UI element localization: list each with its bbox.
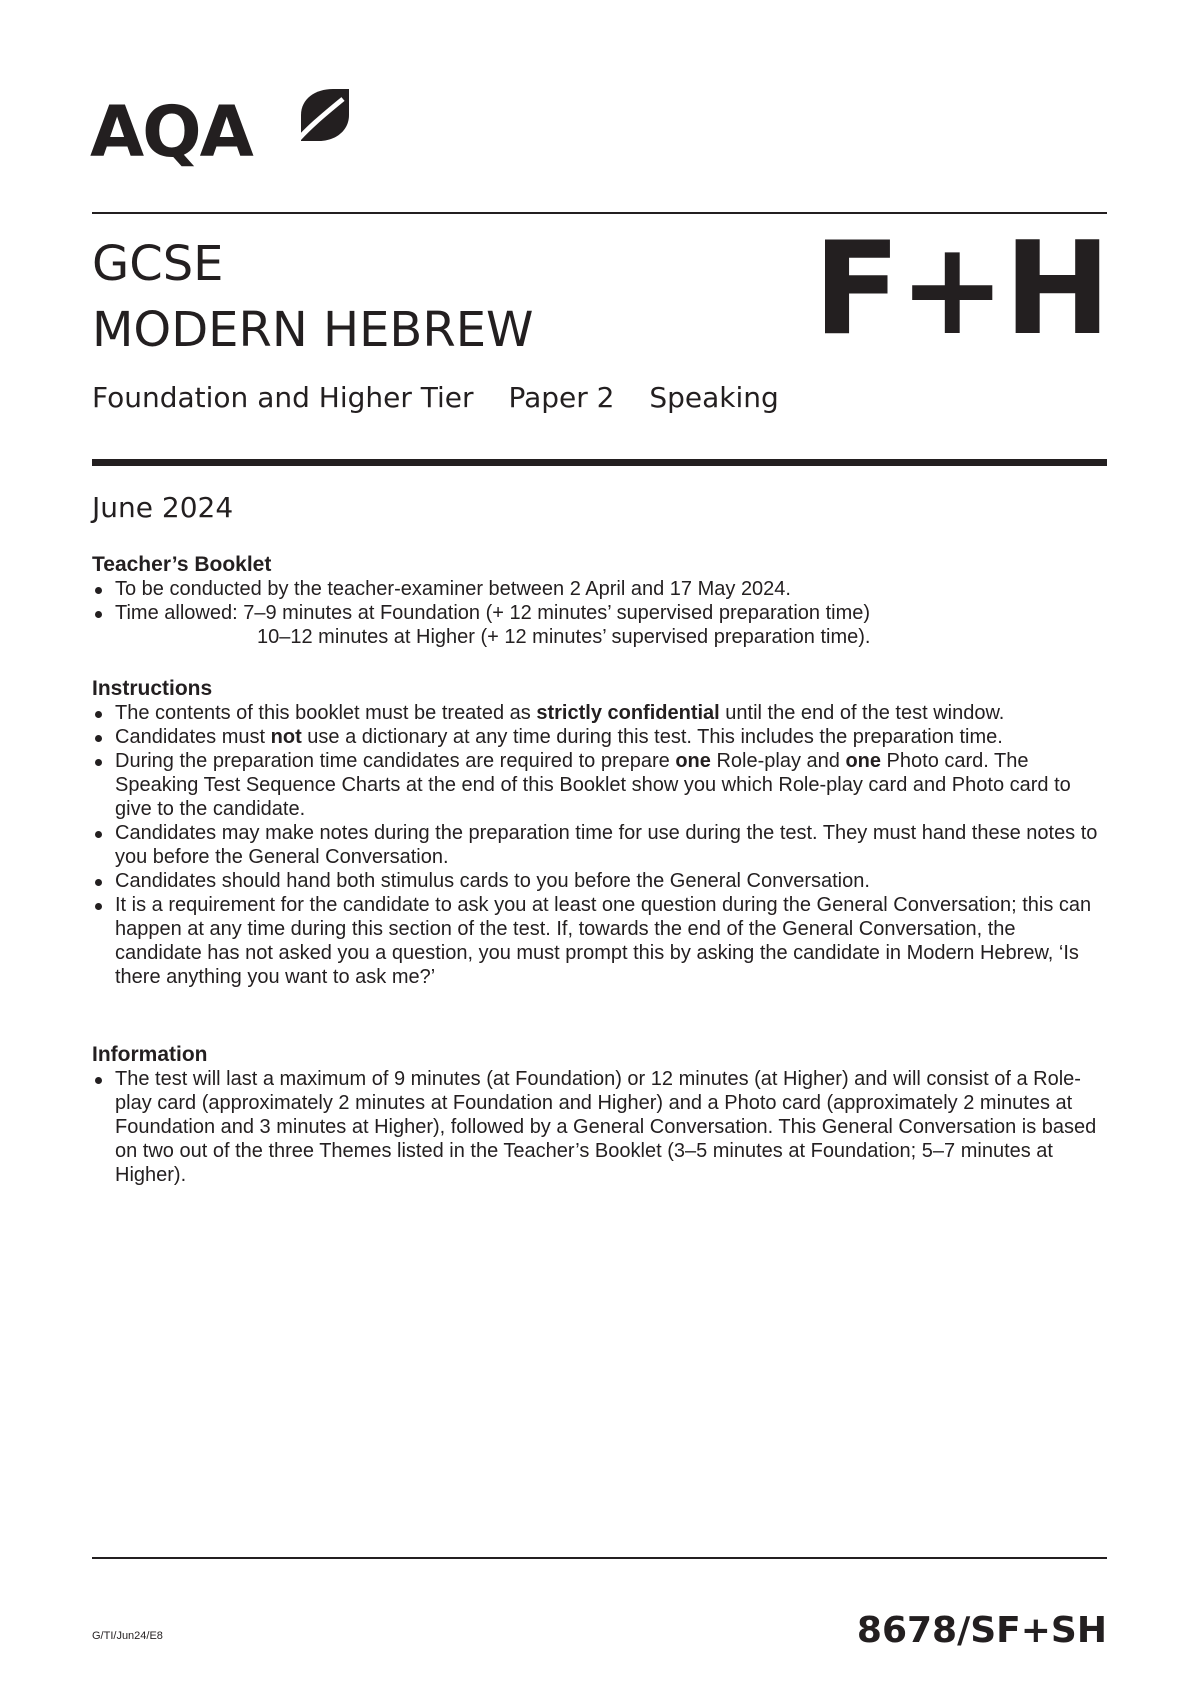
subject-title: MODERN HEBREW — [92, 302, 534, 358]
section-heading: Instructions — [92, 677, 213, 700]
instructions-section — [92, 676, 1107, 989]
section-heading: Information — [92, 1043, 208, 1066]
qualification-title: GCSE — [92, 236, 224, 292]
exam-date: June 2024 — [92, 491, 234, 524]
paper-reference: 8678/SF+SH — [856, 1610, 1107, 1651]
information-section — [92, 1042, 1107, 1187]
leaf-icon — [293, 85, 353, 145]
list-item: During the preparation time candidates are required to prepare one Role-play and one Photo card. The Speaking Test Sequence Charts at the end of this Booklet show you which Role-play card and Photo card to give to the candidate. — [92, 749, 1107, 821]
footer-divider — [92, 1557, 1107, 1559]
time-allowed-foundation: Time allowed: 7–9 minutes at Foundation (+ 12 minutes’ supervised preparation time) — [115, 602, 871, 624]
list-item: Candidates must not use a dictionary at any time during this test. This includes the preparation time. — [92, 725, 1107, 749]
paper-subtitle — [92, 380, 805, 416]
title-divider — [92, 459, 1107, 466]
time-allowed-higher: 10–12 minutes at Higher (+ 12 minutes’ supervised preparation time). — [257, 626, 871, 648]
list-item: To be conducted by the teacher-examiner between 2 April and 17 May 2024. — [92, 577, 1107, 601]
paper-label: Paper 2 — [508, 381, 615, 414]
list-item: It is a requirement for the candidate to ask you at least one question during the General Conversation; this can happen at any time during this section of the test. If, towards the end of the General Conversation, the candidate has not asked you a question, you must prompt this by asking the candidate in Modern Hebrew, ‘Is there anything you want to ask me?’ — [92, 893, 1107, 989]
list-item: The contents of this booklet must be treated as strictly confidential until the end of the test window. — [92, 701, 1107, 725]
teachers-booklet-section — [92, 552, 1107, 649]
logo-text: AQA — [90, 91, 252, 173]
list-item: The test will last a maximum of 9 minutes (at Foundation) or 12 minutes (at Higher) and will consist of a Role-play card (approximately 2 minutes at Foundation and Higher) and a Photo card (approximately 2 minutes at Foundation and 3 minutes at Higher), followed by a General Conversation. This General Conversation is based on two out of the three Themes listed in the Teacher’s Booklet (3–5 minutes at Foundation; 5–7 minutes at Higher). — [92, 1067, 1107, 1187]
list-item — [92, 601, 1107, 649]
section-heading: Teacher’s Booklet — [92, 553, 272, 576]
tier-badge: F+H — [813, 215, 1109, 364]
list-item: Candidates should hand both stimulus cards to you before the General Conversation. — [92, 869, 1107, 893]
tier-label: Foundation and Higher Tier — [92, 381, 474, 414]
component-label: Speaking — [649, 381, 779, 414]
top-divider — [92, 212, 1107, 214]
document-code: G/TI/Jun24/E8 — [92, 1630, 163, 1642]
list-item: Candidates may make notes during the preparation time for use during the test. They must hand these notes to you before the General Conversation. — [92, 821, 1107, 869]
